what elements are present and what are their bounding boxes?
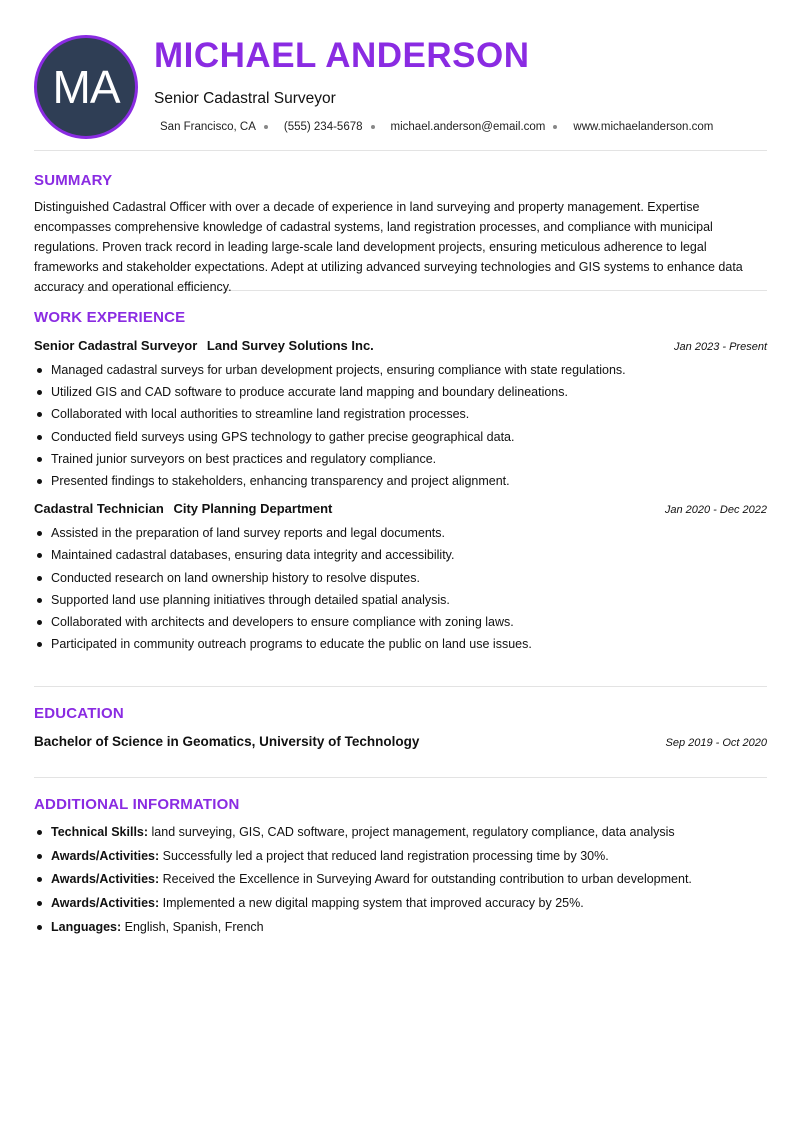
list-item: Utilized GIS and CAD software to produce accurate land mapping and boundary delineations. xyxy=(51,381,767,403)
job-role: Cadastral Technician xyxy=(34,501,164,517)
job-title-company xyxy=(34,501,332,516)
list-item: Presented findings to stakeholders, enhancing transparency and project alignment. xyxy=(51,470,767,492)
summary-heading: SUMMARY xyxy=(34,172,113,189)
contact-location: San Francisco, CA xyxy=(160,121,256,133)
list-item: Supported land use planning initiatives through detailed spatial analysis. xyxy=(51,589,767,611)
separator-dot-icon xyxy=(553,125,557,129)
summary-text: Distinguished Cadastral Officer with over a decade of experience in land surveying and property management. Expertise encompasses comprehensive knowledge of cadastral systems, land registration processes, and compliance with municipal regulations. Proven track record in leading large-scale land development projects, ensuring meticulous adherence to legal frameworks and stakeholder expectations. Adept at utilizing advanced surveying technologies and GIS systems to enhance data accuracy and operational efficiency. xyxy=(34,200,743,294)
item-text: Implemented a new digital mapping system that improved accuracy by 25%. xyxy=(162,896,584,911)
job-company: City Planning Department xyxy=(173,501,333,517)
work-experience-section xyxy=(34,291,767,687)
separator-dot-icon xyxy=(264,125,268,129)
list-item xyxy=(51,916,767,940)
list-item xyxy=(51,892,767,916)
list-item xyxy=(51,845,767,869)
resume-header xyxy=(34,0,767,151)
item-label: Awards/Activities: xyxy=(51,848,160,863)
education-dates: Sep 2019 - Oct 2020 xyxy=(665,737,767,749)
job-company: Land Survey Solutions Inc. xyxy=(206,338,374,353)
education-entry xyxy=(34,734,767,749)
item-label: Awards/Activities: xyxy=(51,896,160,911)
additional-info-list xyxy=(34,821,767,940)
list-item: Collaborated with local authorities to streamline land registration processes. xyxy=(51,403,767,425)
education-heading: EDUCATION xyxy=(34,705,124,722)
contact-website[interactable]: www.michaelanderson.com xyxy=(573,121,714,133)
education-degree: Bachelor of Science in Geomatics, University of Technology xyxy=(34,734,420,749)
contact-email[interactable]: michael.anderson@email.com xyxy=(390,121,546,133)
work-experience-heading: WORK EXPERIENCE xyxy=(34,309,186,326)
list-item: Conducted research on land ownership history to resolve disputes. xyxy=(51,567,767,589)
item-label: Languages: xyxy=(51,919,122,934)
avatar: MA xyxy=(34,35,138,139)
item-label: Technical Skills: xyxy=(51,825,149,839)
additional-info-heading: ADDITIONAL INFORMATION xyxy=(34,796,240,813)
candidate-title: Senior Cadastral Surveyor xyxy=(154,90,336,107)
item-label: Awards/Activities: xyxy=(51,872,160,887)
job-header xyxy=(34,501,767,516)
list-item xyxy=(51,821,767,845)
item-text: land surveying, GIS, CAD software, project management, regulatory compliance, data analysis xyxy=(151,825,675,839)
job-bullets xyxy=(34,522,767,655)
list-item: Trained junior surveyors on best practices and regulatory compliance. xyxy=(51,448,767,470)
list-item: Conducted field surveys using GPS technology to gather precise geographical data. xyxy=(51,426,767,448)
resume-page xyxy=(34,0,767,940)
list-item: Managed cadastral surveys for urban development projects, ensuring compliance with state regulations. xyxy=(51,359,767,381)
job-dates: Jan 2020 - Dec 2022 xyxy=(664,504,767,517)
item-text: Successfully led a project that reduced land registration processing time by 30%. xyxy=(162,848,609,863)
list-item: Collaborated with architects and developers to ensure compliance with zoning laws. xyxy=(51,611,767,633)
contact-phone: (555) 234-5678 xyxy=(283,121,363,133)
summary-section xyxy=(34,151,767,294)
job-bullets xyxy=(34,359,767,492)
list-item: Participated in community outreach programs to educate the public on land use issues. xyxy=(51,633,767,655)
separator-dot-icon xyxy=(371,125,375,129)
candidate-name: MICHAEL ANDERSON xyxy=(154,36,530,75)
job-role: Senior Cadastral Surveyor xyxy=(34,338,198,353)
additional-info-section xyxy=(34,778,767,940)
contact-info xyxy=(160,121,713,133)
education-section xyxy=(34,687,767,778)
job-dates: Jan 2023 - Present xyxy=(674,341,767,353)
job-header xyxy=(34,338,767,353)
item-text: English, Spanish, French xyxy=(124,919,264,934)
list-item: Assisted in the preparation of land survey reports and legal documents. xyxy=(51,522,767,544)
list-item: Maintained cadastral databases, ensuring data integrity and accessibility. xyxy=(51,544,767,566)
item-text: Received the Excellence in Surveying Award for outstanding contribution to urban development. xyxy=(162,872,692,887)
list-item xyxy=(51,868,767,892)
job-title-company xyxy=(34,338,374,353)
